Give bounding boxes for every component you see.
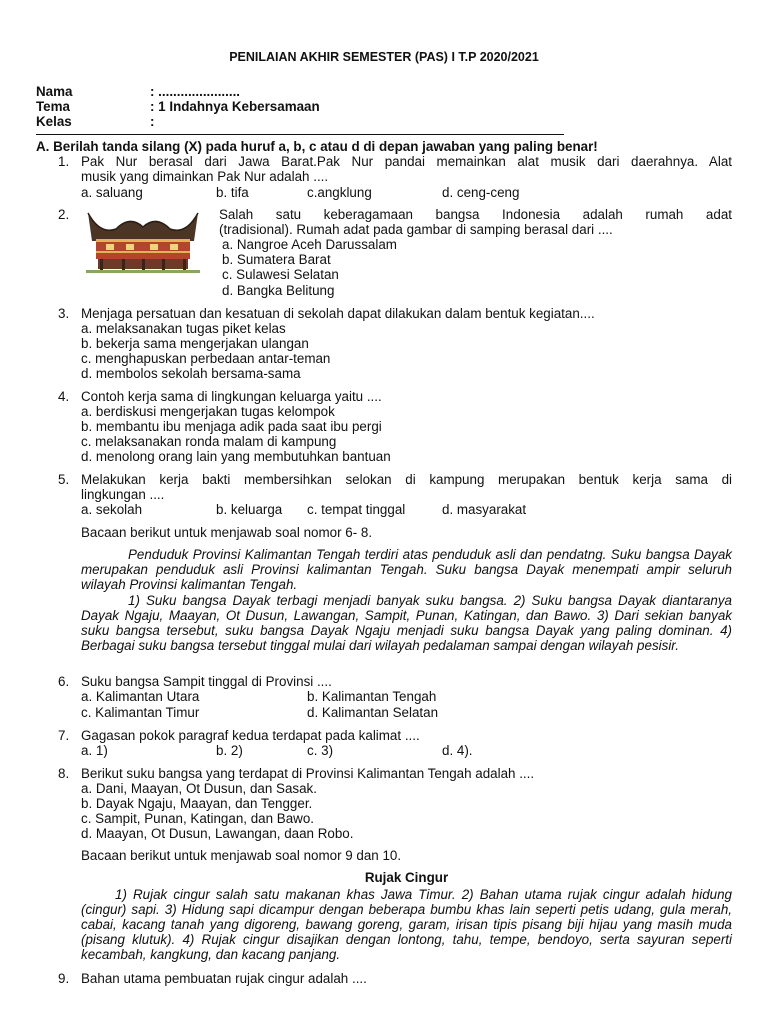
option-a: a. sekolah <box>81 502 143 517</box>
question-text: Gagasan pokok paragraf kedua terdapat pada kalimat .... <box>81 728 420 743</box>
option-c: c. melaksanakan ronda malam di kampung <box>81 434 337 449</box>
question-number: 9. <box>58 971 70 986</box>
option-d: d. membolos sekolah bersama-sama <box>81 366 301 381</box>
name-label: Nama <box>36 84 73 99</box>
option-c: c. Kalimantan Timur <box>81 705 200 720</box>
header-divider <box>36 134 564 135</box>
reading-1-intro: Bacaan berikut untuk menjawab soal nomor 6- 8. <box>81 525 373 540</box>
option-a: a. berdiskusi mengerjakan tugas kelompok <box>81 404 335 419</box>
question-number: 4. <box>58 389 70 404</box>
question-number: 8. <box>58 766 70 781</box>
question-text-cont: lingkungan .... <box>81 487 165 502</box>
question-number: 3. <box>58 306 70 321</box>
question-text: Melakukan kerja bakti membersihkan selokan di kampung merupakan bentuk kerja sama di <box>81 472 732 487</box>
question-text-cont: musik yang dimainkan Pak Nur adalah .... <box>81 169 329 184</box>
option-c: c. Sulawesi Selatan <box>222 267 339 282</box>
question-text: Menjaga persatuan dan kesatuan di sekolah dapat dilakukan dalam bentuk kegiatan.... <box>81 306 595 321</box>
option-b: b. 2) <box>216 743 243 758</box>
question-number: 7. <box>58 728 70 743</box>
reading-2-paragraph: 1) Rujak cingur salah satu makanan khas Jawa Timur. 2) Bahan utama rujak cingur adalah hidung (cingur) sapi. 3) Hidung sapi dicampur dengan beberapa bumbu khas lain seperti petis udang, gula merah, cabai, kacang tanah yang digoreng, bawang goreng, garam, irisan tipis pisang biji hijau yang masih muda (pisang klutuk). 4) Rujak cingur disajikan dengan lontong, tahu, tempe, bendoyo, serta sayuran seperti kecambah, kangkung, dan kacang panjang. <box>81 887 732 962</box>
option-c: c. 3) <box>307 743 334 758</box>
option-d: d. Maayan, Ot Dusun, Lawangan, daan Robo. <box>81 826 354 841</box>
section-a-instruction: A. Berilah tanda silang (X) pada huruf a, b, c atau d di depan jawaban yang paling benar! <box>36 139 598 154</box>
option-d: d. ceng-ceng <box>442 185 520 200</box>
option-c: c.angklung <box>307 185 372 200</box>
reading-1-paragraph-2: 1) Suku bangsa Dayak terbagi menjadi banyak suku bangsa. 2) Suku bangsa Dayak diantaranya Dayak Ngaju, Maayan, Ot Dusun, Lawangan, Sampit, Punan, Katingan, dan Bawo. 3) Dari sekian banyak suku bangsa tersebut, suku bangsa Dayak Ngaju menjadi suku bangsa Dayak yang paling dominan. 4) Berbagai suku bangsa tersebut tinggal mulai dari wilayah pedalaman sampai dengan wilayah pesisir. <box>81 593 732 653</box>
option-b: b. bekerja sama mengerjakan ulangan <box>81 336 309 351</box>
reading-2-title: Rujak Cingur <box>364 870 449 885</box>
option-b: b. Dayak Ngaju, Maayan, dan Tengger. <box>81 796 313 811</box>
option-d: d. 4). <box>442 743 473 758</box>
class-value: : <box>150 114 155 129</box>
name-value: : ...................... <box>150 84 241 99</box>
option-d: d. Kalimantan Selatan <box>307 705 439 720</box>
option-c: c. Sampit, Punan, Katingan, dan Bawo. <box>81 811 314 826</box>
question-number: 1. <box>58 154 70 169</box>
question-text: Berikut suku bangsa yang terdapat di Provinsi Kalimantan Tengah adalah .... <box>81 766 535 781</box>
option-a: a. Kalimantan Utara <box>81 689 200 704</box>
option-b: b. membantu ibu menjaga adik pada saat ibu pergi <box>81 419 382 434</box>
option-d: d. masyarakat <box>442 502 527 517</box>
theme-label: Tema <box>36 99 70 114</box>
option-b: b. tifa <box>216 185 249 200</box>
option-c: c. menghapuskan perbedaan antar-teman <box>81 351 331 366</box>
question-text: Contoh kerja sama di lingkungan keluarga yaitu .... <box>81 389 382 404</box>
option-a: a. 1) <box>81 743 108 758</box>
question-text: Bahan utama pembuatan rujak cingur adalah .... <box>81 971 367 986</box>
question-text: Salah satu keberagamaan bangsa Indonesia adalah rumah adat <box>219 207 732 222</box>
option-a: a. Nangroe Aceh Darussalam <box>222 237 397 252</box>
question-text: Suku bangsa Sampit tinggal di Provinsi .... <box>81 674 332 689</box>
option-c: c. tempat tinggal <box>307 502 406 517</box>
question-number: 6. <box>58 674 70 689</box>
question-number: 5. <box>58 472 70 487</box>
option-a: a. melaksanakan tugas piket kelas <box>81 321 286 336</box>
option-b: b. Sumatera Barat <box>222 252 331 267</box>
exam-title: PENILAIAN AKHIR SEMESTER (PAS) I T.P 2020/2021 <box>229 50 539 64</box>
reading-1-paragraph-1: Penduduk Provinsi Kalimantan Tengah terdiri atas penduduk asli dan pendatng. Suku bangsa Dayak merupakan penduduk asli Provinsi kalimantan Tengah. Suku bangsa Dayak menempati ampir seluruh wilayah Provinsi kalimantan Tengah. <box>81 547 732 592</box>
question-text: Pak Nur berasal dari Jawa Barat.Pak Nur pandai memainkan alat musik dari daerahnya. Alat <box>81 154 732 169</box>
theme-value: : 1 Indahnya Kebersamaan <box>150 99 320 114</box>
option-d: d. menolong orang lain yang membutuhkan bantuan <box>81 449 391 464</box>
option-d: d. Bangka Belitung <box>222 283 335 298</box>
option-b: b. Kalimantan Tengah <box>307 689 437 704</box>
option-a: a. Dani, Maayan, Ot Dusun, dan Sasak. <box>81 781 317 796</box>
option-a: a. saluang <box>81 185 143 200</box>
reading-2-intro: Bacaan berikut untuk menjawab soal nomor 9 dan 10. <box>81 848 402 863</box>
question-text-cont: (tradisional). Rumah adat pada gambar di samping berasal dari .... <box>219 222 613 237</box>
question-number: 2. <box>58 207 70 222</box>
rumah-gadang-house-icon <box>86 209 200 273</box>
option-b: b. keluarga <box>216 502 283 517</box>
class-label: Kelas <box>36 114 72 129</box>
